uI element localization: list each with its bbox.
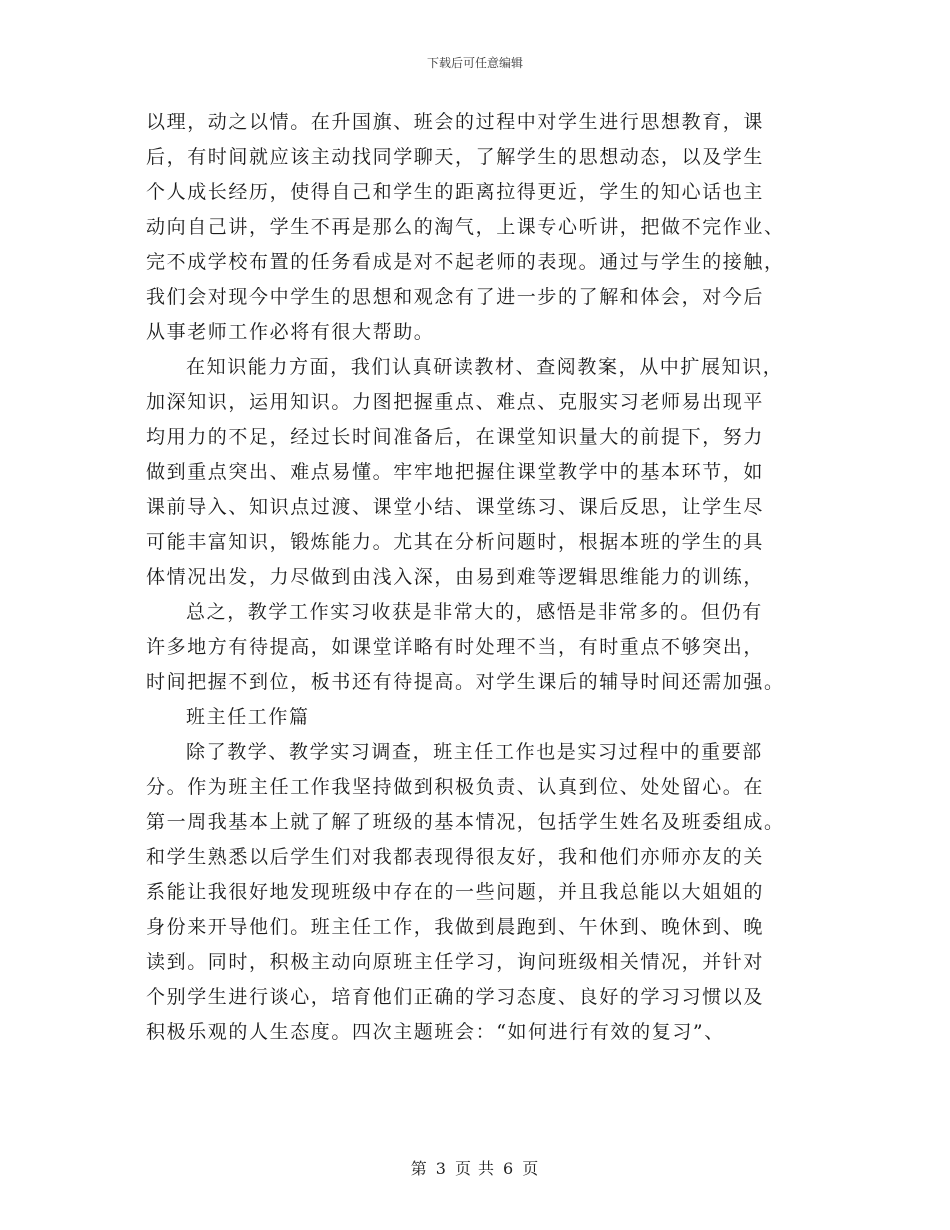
text-line: 个人成长经历，使得自己和学生的距离拉得更近，学生的知心话也主 <box>146 182 765 203</box>
footer-page-number: 3 <box>435 1159 447 1178</box>
text-line: 加深知识，运用知识。力图把握重点、难点、克服实习老师易出现平 <box>146 392 765 413</box>
page-header: 下载后可任意编辑 <box>426 56 523 70</box>
text-line: 做到重点突出、难点易懂。牢牢地把握住课堂教学中的基本环节，如 <box>146 462 765 483</box>
document-body <box>146 112 810 1057</box>
text-line: 完不成学校布置的任务看成是对不起老师的表现。通过与学生的接触， <box>146 252 785 273</box>
text-line: 以理，动之以情。在升国旗、班会的过程中对学生进行思想教育，课 <box>146 112 765 133</box>
text-line: 我们会对现今中学生的思想和观念有了进一步的了解和体会，对今后 <box>146 287 765 308</box>
footer-total-pages: 6 <box>503 1159 515 1178</box>
text-line: 第一周我基本上就了解了班级的基本情况，包括学生姓名及班委组成。 <box>146 812 785 833</box>
text-line: 分。作为班主任工作我坚持做到积极负责、认真到位、处处留心。在 <box>146 777 765 798</box>
page-footer <box>0 1156 950 1179</box>
text-line: 可能丰富知识，锻炼能力。尤其在分析问题时，根据本班的学生的具 <box>146 532 765 553</box>
text-line: 读到。同时，积极主动向原班主任学习，询问班级相关情况，并针对 <box>146 952 765 973</box>
text-line: 课前导入、知识点过渡、课堂小结、课堂练习、课后反思，让学生尽 <box>146 497 765 518</box>
footer-suffix: 页 <box>522 1159 540 1178</box>
text-line: 个别学生进行谈心，培育他们正确的学习态度、良好的学习习惯以及 <box>146 987 765 1008</box>
text-line: 时间把握不到位，板书还有待提高。对学生课后的辅导时间还需加强。 <box>146 672 785 693</box>
text-line: 积极乐观的人生态度。四次主题班会：“如何进行有效的复习”、 <box>146 1022 725 1043</box>
text-line: 除了教学、教学实习调查，班主任工作也是实习过程中的重要部 <box>186 742 763 763</box>
text-line: 班主任工作篇 <box>186 707 310 728</box>
text-line: 许多地方有待提高，如课堂详略有时处理不当，有时重点不够突出， <box>146 637 765 658</box>
text-line: 后，有时间就应该主动找同学聊天，了解学生的思想动态，以及学生 <box>146 147 765 168</box>
text-line: 总之，教学工作实习收获是非常大的，感悟是非常多的。但仍有 <box>186 602 763 623</box>
text-line: 从事老师工作必将有很大帮助。 <box>146 322 435 343</box>
text-line: 系能让我很好地发现班级中存在的一些问题，并且我总能以大姐姐的 <box>146 882 765 903</box>
text-line: 体情况出发，力尽做到由浅入深，由易到难等逻辑思维能力的训练， <box>146 567 765 588</box>
text-line: 在知识能力方面，我们认真研读教材、查阅教案，从中扩展知识， <box>186 357 784 378</box>
text-line: 和学生熟悉以后学生们对我都表现得很友好，我和他们亦师亦友的关 <box>146 847 765 868</box>
footer-prefix: 第 <box>410 1159 428 1178</box>
text-line: 身份来开导他们。班主任工作，我做到晨跑到、午休到、晚休到、晚 <box>146 917 765 938</box>
text-line: 动向自己讲，学生不再是那么的淘气，上课专心听讲，把做不完作业、 <box>146 217 785 238</box>
text-line: 均用力的不足，经过长时间准备后，在课堂知识量大的前提下，努力 <box>146 427 765 448</box>
footer-middle: 页 共 <box>454 1159 496 1178</box>
